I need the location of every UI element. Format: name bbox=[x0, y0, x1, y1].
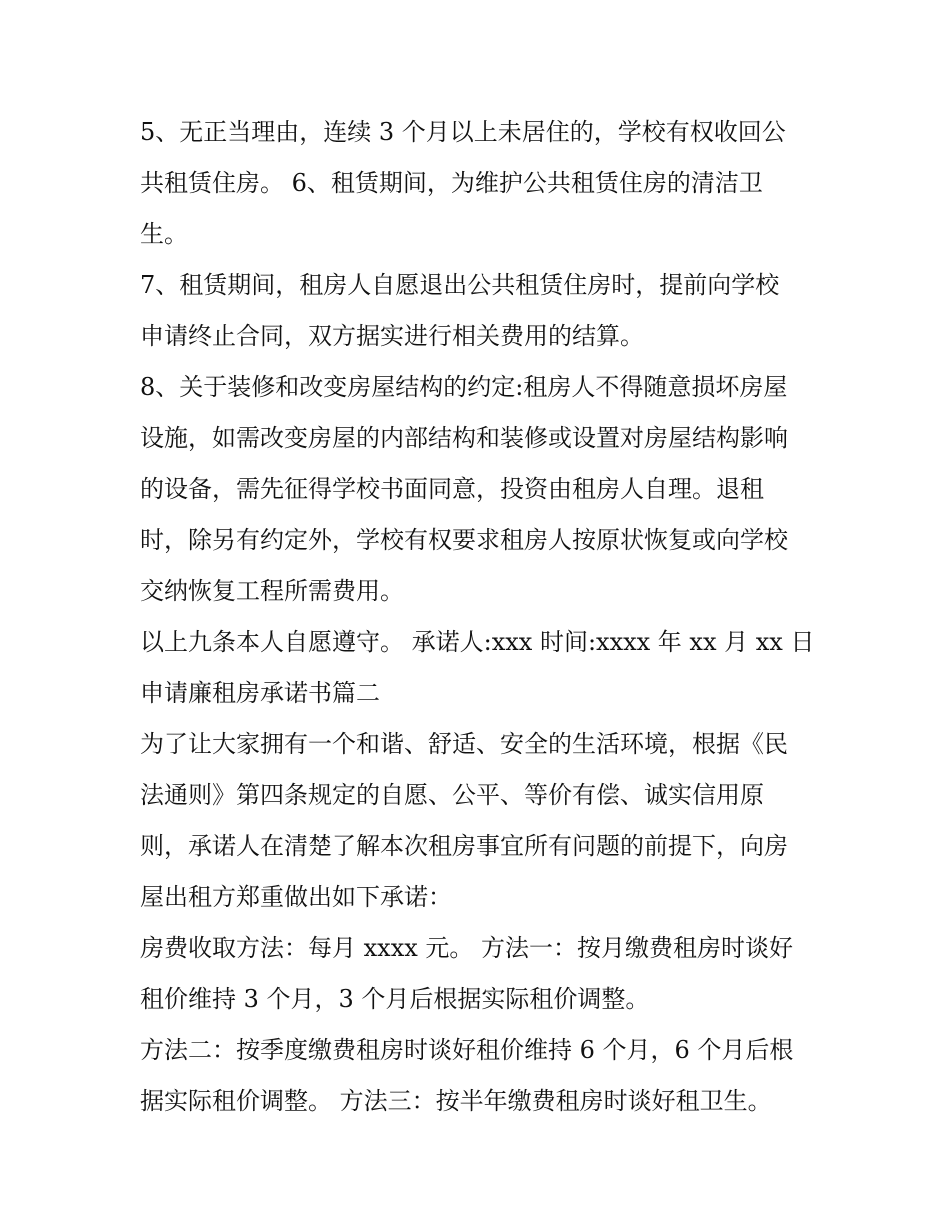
text-line: 法通则》第四条规定的自愿、公平、等价有偿、诚实信用原 bbox=[140, 781, 764, 809]
text-line: 申请终止合同，双方据实进行相关费用的结算。 bbox=[140, 322, 644, 350]
text-line: 交纳恢复工程所需费用。 bbox=[140, 577, 404, 605]
paragraph-fee-method-2-3 bbox=[140, 1025, 820, 1127]
text-line: 据实际租价调整。 方法三：按半年缴费租房时谈好租卫生。 bbox=[140, 1087, 772, 1115]
text-line: 为了让大家拥有一个和谐、舒适、安全的生活环境，根据《民 bbox=[140, 730, 788, 758]
text-line: 房费收取方法：每月 xxxx 元。 方法一：按月缴费租房时谈好 bbox=[140, 934, 794, 962]
text-line: 屋出租方郑重做出如下承诺： bbox=[140, 883, 452, 911]
paragraph-fee-method-1 bbox=[140, 923, 820, 1025]
paragraph-clause-8 bbox=[140, 362, 820, 617]
text-line: 方法二：按季度缴费租房时谈好租价维持 6 个月，6 个月后根 bbox=[140, 1036, 794, 1064]
text-line: 则，承诺人在清楚了解本次租房事宜所有问题的前提下，向房 bbox=[140, 832, 788, 860]
text-line: 8、关于装修和改变房屋结构的约定:租房人不得随意损坏房屋 bbox=[140, 373, 788, 401]
paragraph-intro bbox=[140, 719, 820, 923]
paragraph-signature bbox=[140, 617, 820, 668]
text-line: 生。 bbox=[140, 220, 188, 248]
text-line: 共租赁住房。 6、租赁期间，为维护公共租赁住房的清洁卫 bbox=[140, 169, 763, 197]
text-line: 5、无正当理由，连续 3 个月以上未居住的，学校有权收回公 bbox=[140, 118, 786, 146]
text-line: 设施，如需改变房屋的内部结构和装修或设置对房屋结构影响 bbox=[140, 424, 788, 452]
text-line: 时，除另有约定外，学校有权要求租房人按原状恢复或向学校 bbox=[140, 526, 788, 554]
paragraph-clause-5-6 bbox=[140, 107, 820, 260]
document-body bbox=[140, 107, 820, 1127]
paragraph-clause-7 bbox=[140, 260, 820, 362]
text-line: 租价维持 3 个月，3 个月后根据实际租价调整。 bbox=[140, 985, 650, 1013]
heading-line: 申请廉租房承诺书篇二 bbox=[140, 679, 380, 707]
text-line: 的设备，需先征得学校书面同意，投资由租房人自理。退租 bbox=[140, 475, 764, 503]
text-line: 以上九条本人自愿遵守。 承诺人:xxx 时间:xxxx 年 xx 月 xx 日 bbox=[140, 628, 815, 656]
text-line: 7、租赁期间，租房人自愿退出公共租赁住房时，提前向学校 bbox=[140, 271, 780, 299]
section-heading bbox=[140, 668, 820, 719]
